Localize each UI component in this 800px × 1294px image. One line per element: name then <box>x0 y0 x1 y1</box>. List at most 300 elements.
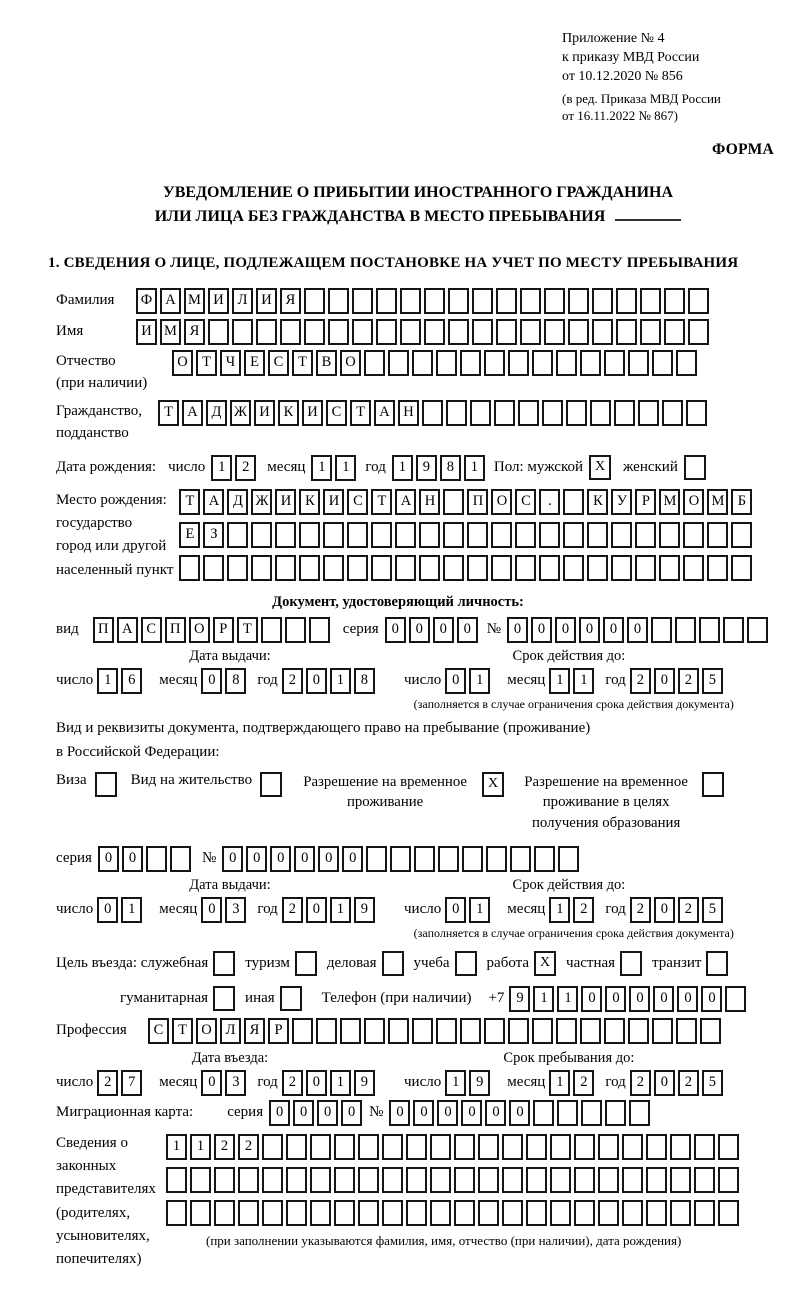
form-cell[interactable] <box>166 1167 187 1193</box>
form-cell[interactable]: 0 <box>294 846 315 872</box>
form-cell[interactable] <box>533 1100 554 1126</box>
form-cell[interactable]: С <box>141 617 162 643</box>
form-cell[interactable] <box>622 1167 643 1193</box>
form-cell[interactable] <box>574 1167 595 1193</box>
form-cell[interactable]: 9 <box>354 897 375 923</box>
form-cell[interactable]: 2 <box>573 897 594 923</box>
form-cell[interactable] <box>731 522 752 548</box>
form-cell[interactable]: И <box>302 400 323 426</box>
form-cell[interactable] <box>515 522 536 548</box>
form-cell[interactable] <box>366 846 387 872</box>
form-cell[interactable]: 0 <box>385 617 406 643</box>
form-cell[interactable] <box>598 1200 619 1226</box>
form-cell[interactable]: И <box>254 400 275 426</box>
form-cell[interactable]: 1 <box>166 1134 187 1160</box>
form-cell[interactable] <box>496 288 517 314</box>
form-cell[interactable] <box>316 1018 337 1044</box>
form-cell[interactable] <box>662 400 683 426</box>
form-cell[interactable]: 1 <box>97 668 118 694</box>
form-cell[interactable]: 1 <box>330 897 351 923</box>
form-cell[interactable] <box>628 1018 649 1044</box>
form-cell[interactable] <box>390 846 411 872</box>
purpose-transit-checkbox[interactable] <box>706 951 728 976</box>
form-cell[interactable]: Ж <box>251 489 272 515</box>
form-cell[interactable] <box>358 1134 379 1160</box>
form-cell[interactable] <box>251 522 272 548</box>
form-cell[interactable]: 2 <box>238 1134 259 1160</box>
form-cell[interactable] <box>694 1134 715 1160</box>
form-cell[interactable]: 0 <box>341 1100 362 1126</box>
form-cell[interactable] <box>605 1100 626 1126</box>
form-cell[interactable] <box>328 319 349 345</box>
form-cell[interactable] <box>406 1200 427 1226</box>
form-cell[interactable] <box>747 617 768 643</box>
form-cell[interactable]: 0 <box>246 846 267 872</box>
residence-permit-checkbox[interactable] <box>260 772 282 797</box>
form-cell[interactable] <box>592 288 613 314</box>
form-cell[interactable] <box>292 1018 313 1044</box>
form-cell[interactable]: Л <box>220 1018 241 1044</box>
form-cell[interactable]: 2 <box>630 897 651 923</box>
form-cell[interactable]: 8 <box>354 668 375 694</box>
form-cell[interactable] <box>510 846 531 872</box>
form-cell[interactable] <box>635 522 656 548</box>
form-cell[interactable]: 0 <box>433 617 454 643</box>
form-cell[interactable] <box>262 1200 283 1226</box>
form-cell[interactable]: К <box>299 489 320 515</box>
form-cell[interactable] <box>574 1200 595 1226</box>
form-cell[interactable] <box>478 1200 499 1226</box>
form-cell[interactable] <box>470 400 491 426</box>
form-cell[interactable] <box>419 522 440 548</box>
form-cell[interactable]: 0 <box>98 846 119 872</box>
form-cell[interactable] <box>526 1200 547 1226</box>
form-cell[interactable] <box>502 1200 523 1226</box>
form-cell[interactable] <box>675 617 696 643</box>
form-cell[interactable]: 0 <box>445 668 466 694</box>
form-cell[interactable] <box>486 846 507 872</box>
form-cell[interactable] <box>629 1100 650 1126</box>
form-cell[interactable]: А <box>203 489 224 515</box>
form-cell[interactable]: 0 <box>201 668 222 694</box>
form-cell[interactable]: 0 <box>409 617 430 643</box>
form-cell[interactable] <box>494 400 515 426</box>
form-cell[interactable] <box>446 400 467 426</box>
form-cell[interactable] <box>275 555 296 581</box>
form-cell[interactable] <box>652 1018 673 1044</box>
form-cell[interactable]: В <box>316 350 337 376</box>
form-cell[interactable]: М <box>659 489 680 515</box>
form-cell[interactable] <box>422 400 443 426</box>
form-cell[interactable]: 0 <box>461 1100 482 1126</box>
form-cell[interactable]: Р <box>213 617 234 643</box>
form-cell[interactable]: И <box>275 489 296 515</box>
form-cell[interactable]: 1 <box>330 1070 351 1096</box>
form-cell[interactable] <box>635 555 656 581</box>
form-cell[interactable]: Т <box>292 350 313 376</box>
form-cell[interactable] <box>190 1200 211 1226</box>
form-cell[interactable]: Ж <box>230 400 251 426</box>
form-cell[interactable] <box>376 288 397 314</box>
form-cell[interactable] <box>214 1167 235 1193</box>
form-cell[interactable] <box>699 617 720 643</box>
form-cell[interactable] <box>304 319 325 345</box>
form-cell[interactable] <box>628 350 649 376</box>
form-cell[interactable]: Н <box>398 400 419 426</box>
form-cell[interactable] <box>718 1134 739 1160</box>
form-cell[interactable]: 9 <box>469 1070 490 1096</box>
form-cell[interactable] <box>640 288 661 314</box>
form-cell[interactable] <box>670 1167 691 1193</box>
form-cell[interactable] <box>299 555 320 581</box>
form-cell[interactable]: Ф <box>136 288 157 314</box>
form-cell[interactable]: Т <box>158 400 179 426</box>
form-cell[interactable]: 7 <box>121 1070 142 1096</box>
form-cell[interactable]: Е <box>179 522 200 548</box>
form-cell[interactable] <box>430 1134 451 1160</box>
form-cell[interactable]: 0 <box>653 986 674 1012</box>
form-cell[interactable] <box>395 522 416 548</box>
form-cell[interactable] <box>262 1134 283 1160</box>
form-cell[interactable] <box>542 400 563 426</box>
form-cell[interactable] <box>622 1200 643 1226</box>
form-cell[interactable]: Л <box>232 288 253 314</box>
form-cell[interactable] <box>340 1018 361 1044</box>
form-cell[interactable]: 8 <box>440 455 461 481</box>
form-cell[interactable]: 0 <box>201 1070 222 1096</box>
form-cell[interactable]: 0 <box>627 617 648 643</box>
form-cell[interactable] <box>454 1167 475 1193</box>
form-cell[interactable]: 0 <box>507 617 528 643</box>
form-cell[interactable] <box>659 555 680 581</box>
form-cell[interactable]: 0 <box>485 1100 506 1126</box>
form-cell[interactable]: О <box>196 1018 217 1044</box>
form-cell[interactable] <box>566 400 587 426</box>
form-cell[interactable]: Т <box>350 400 371 426</box>
form-cell[interactable]: С <box>515 489 536 515</box>
form-cell[interactable] <box>232 319 253 345</box>
form-cell[interactable] <box>502 1134 523 1160</box>
form-cell[interactable]: 0 <box>122 846 143 872</box>
form-cell[interactable] <box>484 1018 505 1044</box>
form-cell[interactable] <box>550 1167 571 1193</box>
form-cell[interactable] <box>460 350 481 376</box>
form-cell[interactable] <box>532 350 553 376</box>
form-cell[interactable]: 5 <box>702 1070 723 1096</box>
form-cell[interactable]: 1 <box>469 668 490 694</box>
form-cell[interactable] <box>371 522 392 548</box>
form-cell[interactable] <box>580 350 601 376</box>
form-cell[interactable]: А <box>117 617 138 643</box>
form-cell[interactable]: М <box>160 319 181 345</box>
form-cell[interactable]: У <box>611 489 632 515</box>
form-cell[interactable]: 3 <box>225 1070 246 1096</box>
form-cell[interactable] <box>598 1167 619 1193</box>
form-cell[interactable] <box>443 522 464 548</box>
form-cell[interactable] <box>256 319 277 345</box>
form-cell[interactable]: 0 <box>531 617 552 643</box>
form-cell[interactable] <box>502 1167 523 1193</box>
form-cell[interactable]: 0 <box>201 897 222 923</box>
form-cell[interactable]: . <box>539 489 560 515</box>
purpose-humanitarian-checkbox[interactable] <box>213 986 235 1011</box>
sex-female-checkbox[interactable] <box>684 455 706 480</box>
form-cell[interactable] <box>670 1134 691 1160</box>
form-cell[interactable] <box>179 555 200 581</box>
form-cell[interactable] <box>310 1200 331 1226</box>
form-cell[interactable]: Т <box>196 350 217 376</box>
form-cell[interactable]: 8 <box>225 668 246 694</box>
form-cell[interactable] <box>262 1167 283 1193</box>
form-cell[interactable] <box>227 522 248 548</box>
form-cell[interactable]: 0 <box>457 617 478 643</box>
form-cell[interactable] <box>616 288 637 314</box>
form-cell[interactable] <box>443 555 464 581</box>
form-cell[interactable]: 0 <box>97 897 118 923</box>
form-cell[interactable]: 0 <box>701 986 722 1012</box>
form-cell[interactable] <box>261 617 282 643</box>
form-cell[interactable]: Е <box>244 350 265 376</box>
form-cell[interactable]: О <box>340 350 361 376</box>
form-cell[interactable] <box>563 555 584 581</box>
form-cell[interactable] <box>170 846 191 872</box>
form-cell[interactable]: Я <box>280 288 301 314</box>
form-cell[interactable] <box>400 288 421 314</box>
form-cell[interactable] <box>646 1134 667 1160</box>
form-cell[interactable] <box>526 1134 547 1160</box>
form-cell[interactable] <box>508 1018 529 1044</box>
form-cell[interactable] <box>676 350 697 376</box>
form-cell[interactable] <box>395 555 416 581</box>
form-cell[interactable] <box>358 1167 379 1193</box>
form-cell[interactable] <box>454 1134 475 1160</box>
form-cell[interactable] <box>683 522 704 548</box>
form-cell[interactable]: 2 <box>235 455 256 481</box>
form-cell[interactable]: С <box>326 400 347 426</box>
form-cell[interactable]: 1 <box>557 986 578 1012</box>
form-cell[interactable] <box>412 350 433 376</box>
form-cell[interactable] <box>238 1167 259 1193</box>
form-cell[interactable] <box>581 1100 602 1126</box>
form-cell[interactable]: Д <box>227 489 248 515</box>
form-cell[interactable]: 2 <box>282 668 303 694</box>
form-cell[interactable]: 0 <box>318 846 339 872</box>
purpose-study-checkbox[interactable] <box>455 951 477 976</box>
form-cell[interactable] <box>544 288 565 314</box>
form-cell[interactable]: И <box>136 319 157 345</box>
form-cell[interactable]: Т <box>179 489 200 515</box>
form-cell[interactable]: 1 <box>311 455 332 481</box>
form-cell[interactable] <box>280 319 301 345</box>
form-cell[interactable] <box>334 1167 355 1193</box>
form-cell[interactable]: 1 <box>211 455 232 481</box>
form-cell[interactable] <box>518 400 539 426</box>
form-cell[interactable]: 0 <box>306 1070 327 1096</box>
form-cell[interactable]: 0 <box>222 846 243 872</box>
form-cell[interactable] <box>364 1018 385 1044</box>
form-cell[interactable] <box>467 555 488 581</box>
form-cell[interactable] <box>358 1200 379 1226</box>
form-cell[interactable] <box>587 522 608 548</box>
form-cell[interactable] <box>568 319 589 345</box>
form-cell[interactable]: 2 <box>678 668 699 694</box>
form-cell[interactable] <box>550 1134 571 1160</box>
form-cell[interactable] <box>707 555 728 581</box>
form-cell[interactable]: 2 <box>678 1070 699 1096</box>
form-cell[interactable] <box>616 319 637 345</box>
form-cell[interactable]: А <box>182 400 203 426</box>
form-cell[interactable]: 0 <box>581 986 602 1012</box>
form-cell[interactable] <box>166 1200 187 1226</box>
form-cell[interactable]: К <box>587 489 608 515</box>
form-cell[interactable] <box>347 555 368 581</box>
form-cell[interactable] <box>406 1134 427 1160</box>
form-cell[interactable] <box>688 319 709 345</box>
form-cell[interactable]: 0 <box>413 1100 434 1126</box>
form-cell[interactable] <box>388 350 409 376</box>
form-cell[interactable]: 0 <box>603 617 624 643</box>
form-cell[interactable] <box>414 846 435 872</box>
form-cell[interactable] <box>652 350 673 376</box>
form-cell[interactable] <box>460 1018 481 1044</box>
form-cell[interactable]: 0 <box>389 1100 410 1126</box>
form-cell[interactable] <box>478 1134 499 1160</box>
form-cell[interactable]: А <box>374 400 395 426</box>
form-cell[interactable] <box>462 846 483 872</box>
form-cell[interactable]: 1 <box>549 1070 570 1096</box>
form-cell[interactable] <box>638 400 659 426</box>
form-cell[interactable] <box>598 1134 619 1160</box>
form-cell[interactable]: 9 <box>509 986 530 1012</box>
form-cell[interactable]: 0 <box>317 1100 338 1126</box>
form-cell[interactable]: 0 <box>437 1100 458 1126</box>
form-cell[interactable] <box>694 1167 715 1193</box>
form-cell[interactable] <box>382 1134 403 1160</box>
form-cell[interactable] <box>563 522 584 548</box>
form-cell[interactable] <box>352 319 373 345</box>
form-cell[interactable] <box>532 1018 553 1044</box>
form-cell[interactable] <box>670 1200 691 1226</box>
form-cell[interactable] <box>550 1200 571 1226</box>
form-cell[interactable] <box>539 522 560 548</box>
form-cell[interactable]: С <box>268 350 289 376</box>
form-cell[interactable] <box>286 1167 307 1193</box>
form-cell[interactable] <box>683 555 704 581</box>
form-cell[interactable] <box>686 400 707 426</box>
form-cell[interactable] <box>406 1167 427 1193</box>
form-cell[interactable] <box>640 319 661 345</box>
form-cell[interactable] <box>515 555 536 581</box>
form-cell[interactable] <box>364 350 385 376</box>
form-cell[interactable]: И <box>208 288 229 314</box>
form-cell[interactable] <box>328 288 349 314</box>
form-cell[interactable] <box>352 288 373 314</box>
form-cell[interactable]: 0 <box>509 1100 530 1126</box>
form-cell[interactable] <box>146 846 167 872</box>
form-cell[interactable]: 1 <box>335 455 356 481</box>
form-cell[interactable]: А <box>395 489 416 515</box>
form-cell[interactable] <box>467 522 488 548</box>
form-cell[interactable] <box>520 319 541 345</box>
form-cell[interactable] <box>424 288 445 314</box>
form-cell[interactable]: О <box>172 350 193 376</box>
form-cell[interactable] <box>646 1167 667 1193</box>
form-cell[interactable] <box>382 1200 403 1226</box>
form-cell[interactable] <box>436 1018 457 1044</box>
form-cell[interactable] <box>707 522 728 548</box>
form-cell[interactable]: 0 <box>342 846 363 872</box>
visa-checkbox[interactable] <box>95 772 117 797</box>
form-cell[interactable] <box>611 555 632 581</box>
form-cell[interactable] <box>436 350 457 376</box>
form-cell[interactable] <box>304 288 325 314</box>
form-cell[interactable] <box>659 522 680 548</box>
form-cell[interactable]: 0 <box>629 986 650 1012</box>
form-cell[interactable] <box>430 1200 451 1226</box>
form-cell[interactable]: 2 <box>573 1070 594 1096</box>
form-cell[interactable] <box>718 1200 739 1226</box>
form-cell[interactable] <box>604 1018 625 1044</box>
form-cell[interactable] <box>448 288 469 314</box>
form-cell[interactable] <box>574 1134 595 1160</box>
form-cell[interactable] <box>557 1100 578 1126</box>
form-cell[interactable] <box>430 1167 451 1193</box>
form-cell[interactable]: М <box>184 288 205 314</box>
form-cell[interactable] <box>651 617 672 643</box>
form-cell[interactable] <box>251 555 272 581</box>
form-cell[interactable] <box>310 1134 331 1160</box>
form-cell[interactable] <box>285 617 306 643</box>
form-cell[interactable] <box>203 555 224 581</box>
form-cell[interactable] <box>526 1167 547 1193</box>
form-cell[interactable]: Т <box>371 489 392 515</box>
form-cell[interactable] <box>438 846 459 872</box>
form-cell[interactable]: 2 <box>630 668 651 694</box>
form-cell[interactable] <box>556 1018 577 1044</box>
form-cell[interactable]: 1 <box>549 897 570 923</box>
form-cell[interactable] <box>508 350 529 376</box>
form-cell[interactable]: 2 <box>282 1070 303 1096</box>
form-cell[interactable] <box>520 288 541 314</box>
form-cell[interactable]: 1 <box>392 455 413 481</box>
purpose-work-checkbox[interactable]: X <box>534 951 556 976</box>
form-cell[interactable]: 2 <box>630 1070 651 1096</box>
form-cell[interactable] <box>412 1018 433 1044</box>
form-cell[interactable] <box>491 522 512 548</box>
form-cell[interactable] <box>534 846 555 872</box>
form-cell[interactable]: 0 <box>269 1100 290 1126</box>
form-cell[interactable]: 2 <box>97 1070 118 1096</box>
form-cell[interactable]: О <box>683 489 704 515</box>
form-cell[interactable]: 2 <box>282 897 303 923</box>
form-cell[interactable] <box>310 1167 331 1193</box>
purpose-tourism-checkbox[interactable] <box>295 951 317 976</box>
form-cell[interactable]: 3 <box>225 897 246 923</box>
purpose-other-checkbox[interactable] <box>280 986 302 1011</box>
form-cell[interactable] <box>614 400 635 426</box>
temp-residence-edu-checkbox[interactable] <box>702 772 724 797</box>
form-cell[interactable]: П <box>93 617 114 643</box>
form-cell[interactable] <box>611 522 632 548</box>
form-cell[interactable]: 1 <box>533 986 554 1012</box>
form-cell[interactable] <box>484 350 505 376</box>
form-cell[interactable]: 0 <box>677 986 698 1012</box>
form-cell[interactable] <box>539 555 560 581</box>
form-cell[interactable] <box>604 350 625 376</box>
form-cell[interactable]: Т <box>172 1018 193 1044</box>
form-cell[interactable]: 0 <box>445 897 466 923</box>
form-cell[interactable] <box>664 319 685 345</box>
